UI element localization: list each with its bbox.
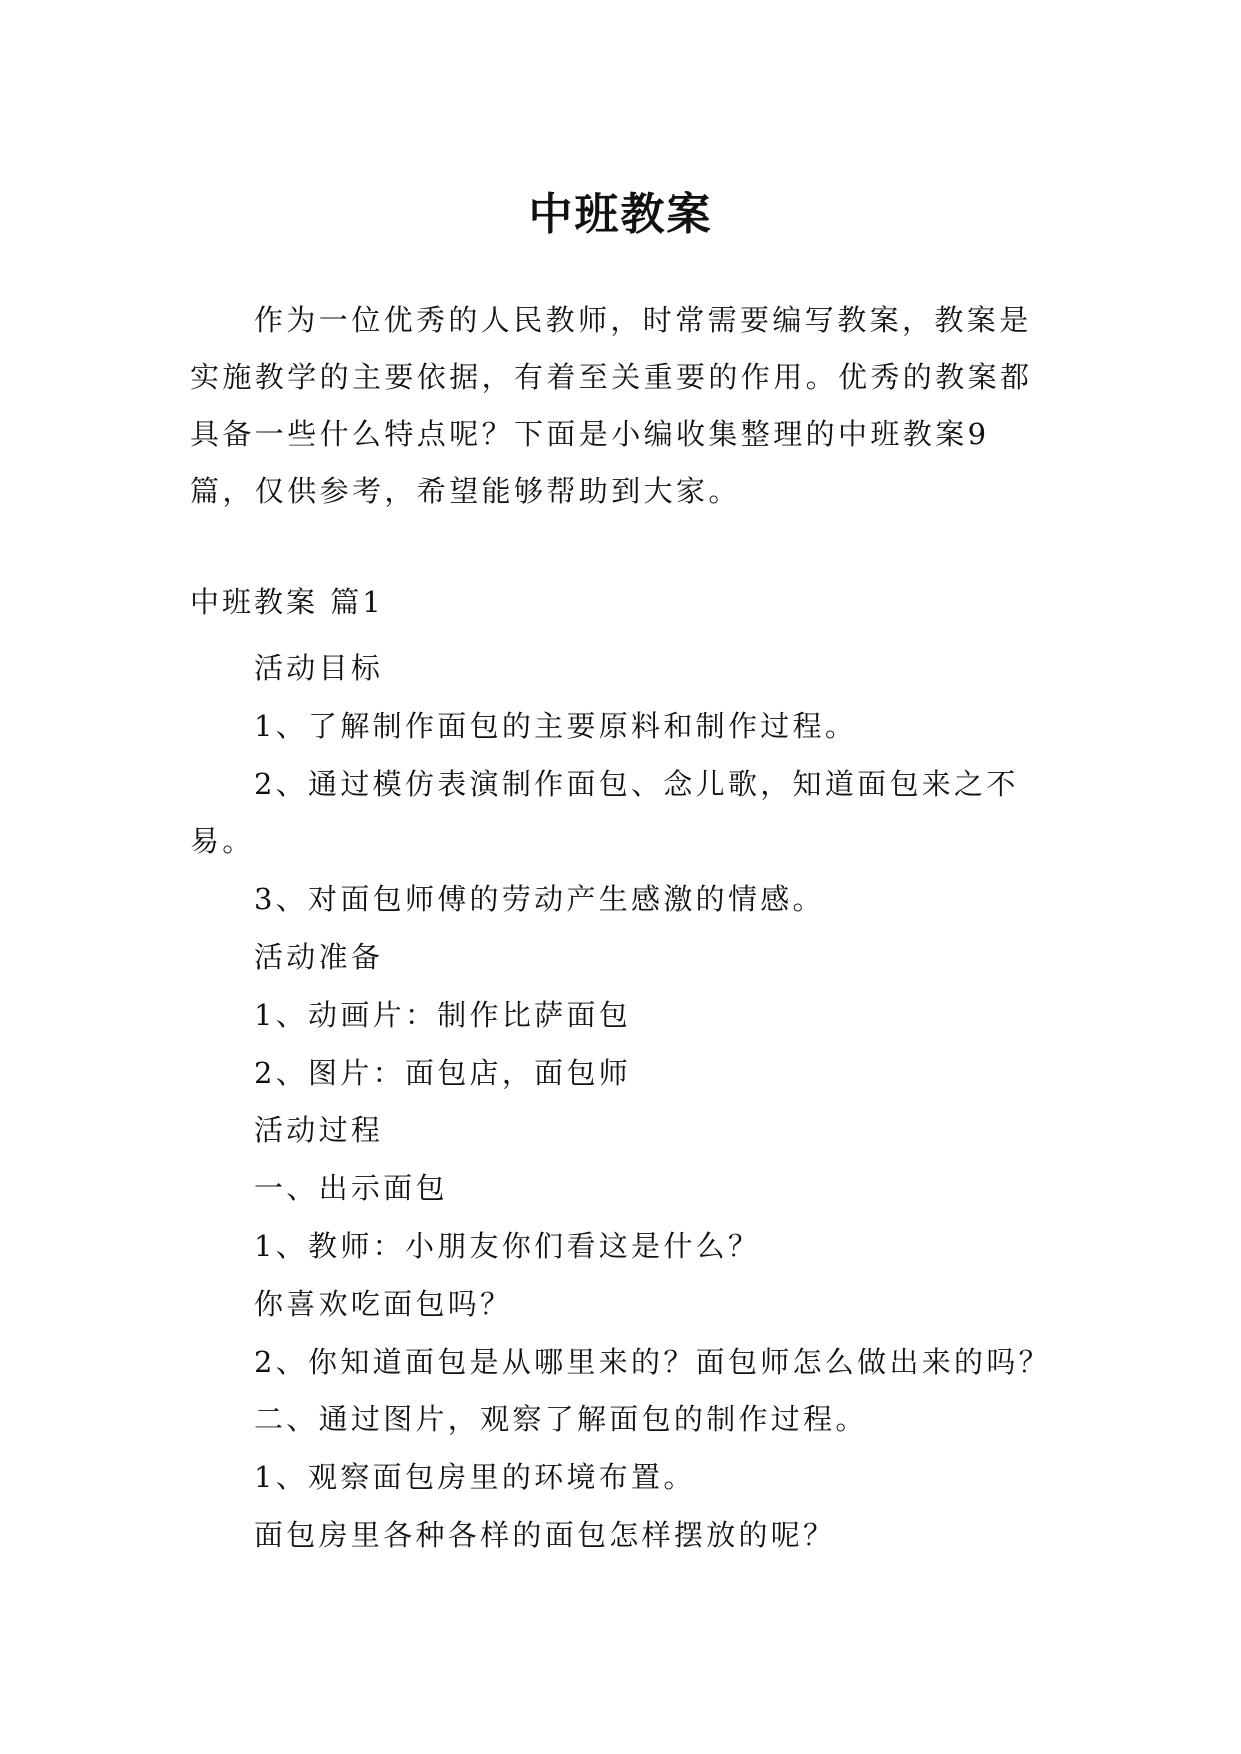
body-line: 1、教师：小朋友你们看这是什么？ xyxy=(254,1228,761,1263)
body-line: 2、图片：面包店，面包师 xyxy=(254,1055,632,1090)
body-line: 1、观察面包房里的环境布置。 xyxy=(254,1460,696,1495)
body-line: 一、出示面包 xyxy=(254,1171,448,1206)
body-line: 2、通过模仿表演制作面包、念儿歌，知道面包来之不易。 xyxy=(190,766,1019,859)
body-line: 1、了解制作面包的主要原料和制作过程。 xyxy=(254,708,858,743)
body-line: 你喜欢吃面包吗？ xyxy=(254,1286,513,1321)
section-heading: 中班教案 篇1 xyxy=(190,585,384,619)
body-line: 2、你知道面包是从哪里来的？面包师怎么做出来的吗？ xyxy=(254,1344,1051,1379)
body-line: 3、对面包师傅的劳动产生感激的情感。 xyxy=(254,882,825,917)
body-line: 活动目标 xyxy=(254,651,384,685)
body-line: 活动过程 xyxy=(254,1113,384,1148)
body-line: 二、通过图片，观察了解面包的制作过程。 xyxy=(254,1402,868,1437)
body-line: 活动准备 xyxy=(254,939,384,974)
body-line: 面包房里各种各样的面包怎样摆放的呢？ xyxy=(254,1517,836,1552)
document-title: 中班教案 xyxy=(528,189,713,241)
section-body xyxy=(190,640,1070,1565)
body-line: 1、动画片：制作比萨面包 xyxy=(254,997,632,1032)
intro-paragraph: 作为一位优秀的人民教师，时常需要编写教案，教案是实施教学的主要依据，有着至关重要的作用。优秀的教案都具备一些什么特点呢？下面是小编收集整理的中班教案9篇，仅供参考，希望能够帮助到大家。 xyxy=(190,303,1033,508)
